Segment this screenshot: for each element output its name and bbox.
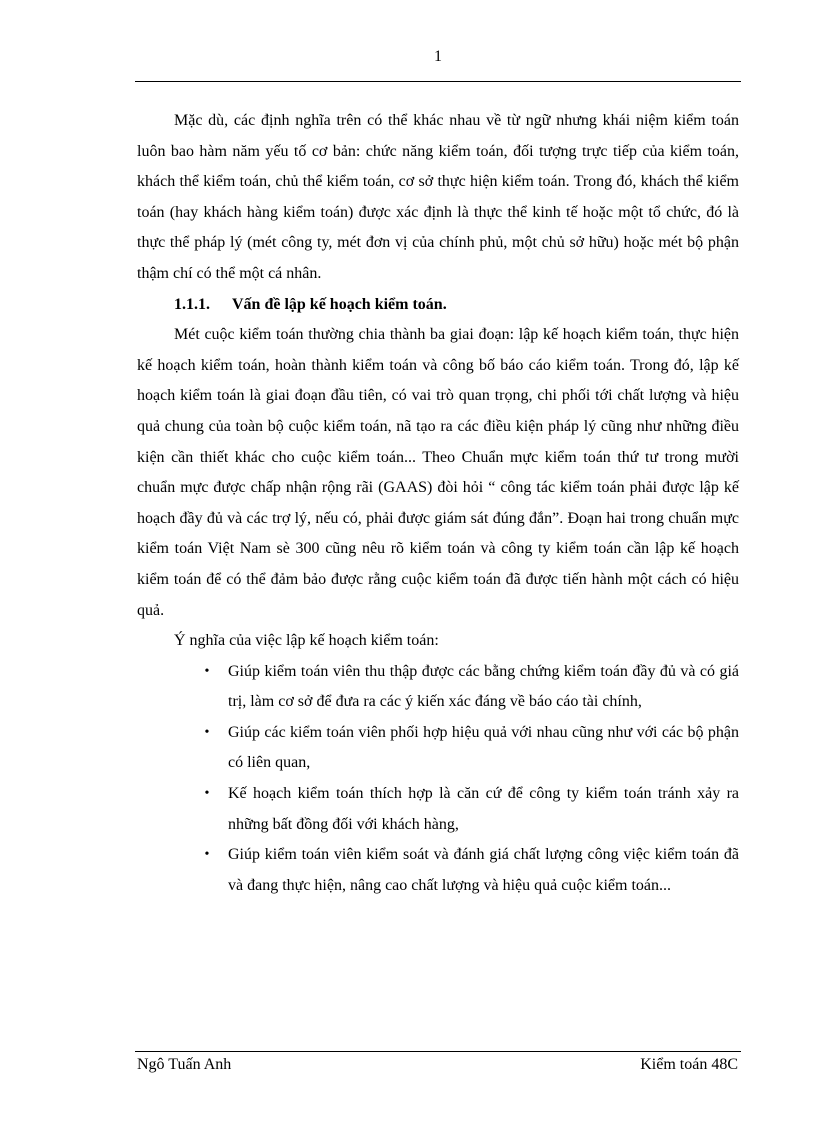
bullet-icon: • <box>204 786 210 802</box>
bullet-icon: • <box>204 847 210 863</box>
footer-course: Kiểm toán 48C <box>640 1056 738 1073</box>
document-body <box>137 106 739 901</box>
list-intro-paragraph: Ý nghĩa của việc lập kế hoạch kiểm toán: <box>174 632 439 650</box>
list-item <box>137 779 739 840</box>
list-item <box>137 657 739 718</box>
list-item <box>137 718 739 779</box>
page-number: 1 <box>434 48 442 65</box>
list-item <box>137 840 739 901</box>
intro-paragraph: Mặc dù, các định nghĩa trên có thể khác nhau về từ ngữ nhưng khái niệm kiểm toán luôn bao hàm năm yếu tố cơ bản: chức năng kiểm toán, đối tượng trực tiếp của kiểm toán, khách thể kiểm toán, chủ thể kiểm toán, cơ sở thực hiện kiểm toán. Trong đó, khách thể kiểm toán (hay khách hàng kiểm toán) được xác định là thực thể kinh tế hoặc một tổ chức, đó là thực thể pháp lý (mét công ty, mét đơn vị của chính phủ, một chủ sở hữu) hoặc mét bộ phận thậm chí có thể một cá nhân. <box>137 112 739 282</box>
list-item-text: Giúp các kiểm toán viên phối hợp hiệu quả với nhau cũng như với các bộ phận có liên quan, <box>228 723 739 772</box>
footer-author: Ngô Tuấn Anh <box>137 1056 232 1073</box>
section-heading <box>137 290 739 321</box>
list-item-text: Giúp kiểm toán viên kiểm soát và đánh giá chất lượng công việc kiểm toán đã và đang thực hiện, nâng cao chất lượng và hiệu quả cuộc kiểm toán... <box>228 846 739 894</box>
footer-rule <box>135 1051 741 1052</box>
section-number: 1.1.1. <box>174 295 210 313</box>
section-title: Vấn đề lập kế hoạch kiểm toán. <box>232 295 447 313</box>
list-item-text: Kế hoạch kiểm toán thích hợp là căn cứ để công ty kiểm toán tránh xảy ra những bất đồng đối với khách hàng, <box>228 785 739 833</box>
bullet-icon: • <box>204 724 210 740</box>
list-item-text: Giúp kiểm toán viên thu thập được các bằng chứng kiểm toán đầy đủ và có giá trị, làm cơ sở để đưa ra các ý kiến xác đáng về báo cáo tài chính, <box>228 662 739 711</box>
bullet-icon: • <box>204 663 210 679</box>
section-paragraph: Mét cuộc kiểm toán thường chia thành ba giai đoạn: lập kế hoạch kiểm toán, thực hiện kế hoạch kiểm toán, hoàn thành kiểm toán và công bố báo cáo kiểm toán. Trong đó, lập kế hoạch kiểm toán là giai đoạn đầu tiên, có vai trò quan trọng, chi phối tới chất lượng và hiệu quả chung của toàn bộ cuộc kiểm toán, nã tạo ra các điều kiện pháp lý cũng như những điều kiện cần thiết khác cho cuộc kiểm toán... Theo Chuẩn mực kiểm toán thứ tư trong mười chuẩn mực được chấp nhận rộng rãi (GAAS) đòi hỏi “ công tác kiểm toán phải được lập kế hoạch đầy đủ và các trợ lý, nếu có, phải được giám sát đúng đắn”. Đoạn hai trong chuẩn mực kiểm toán Việt Nam sè 300 cũng nêu rõ kiểm toán và công ty kiểm toán cần lập kế hoạch kiểm toán để có thể đảm bảo được rằng cuộc kiểm toán đã được tiến hành một cách có hiệu quả. <box>137 326 739 619</box>
significance-list <box>137 657 739 902</box>
header-rule <box>135 81 741 82</box>
